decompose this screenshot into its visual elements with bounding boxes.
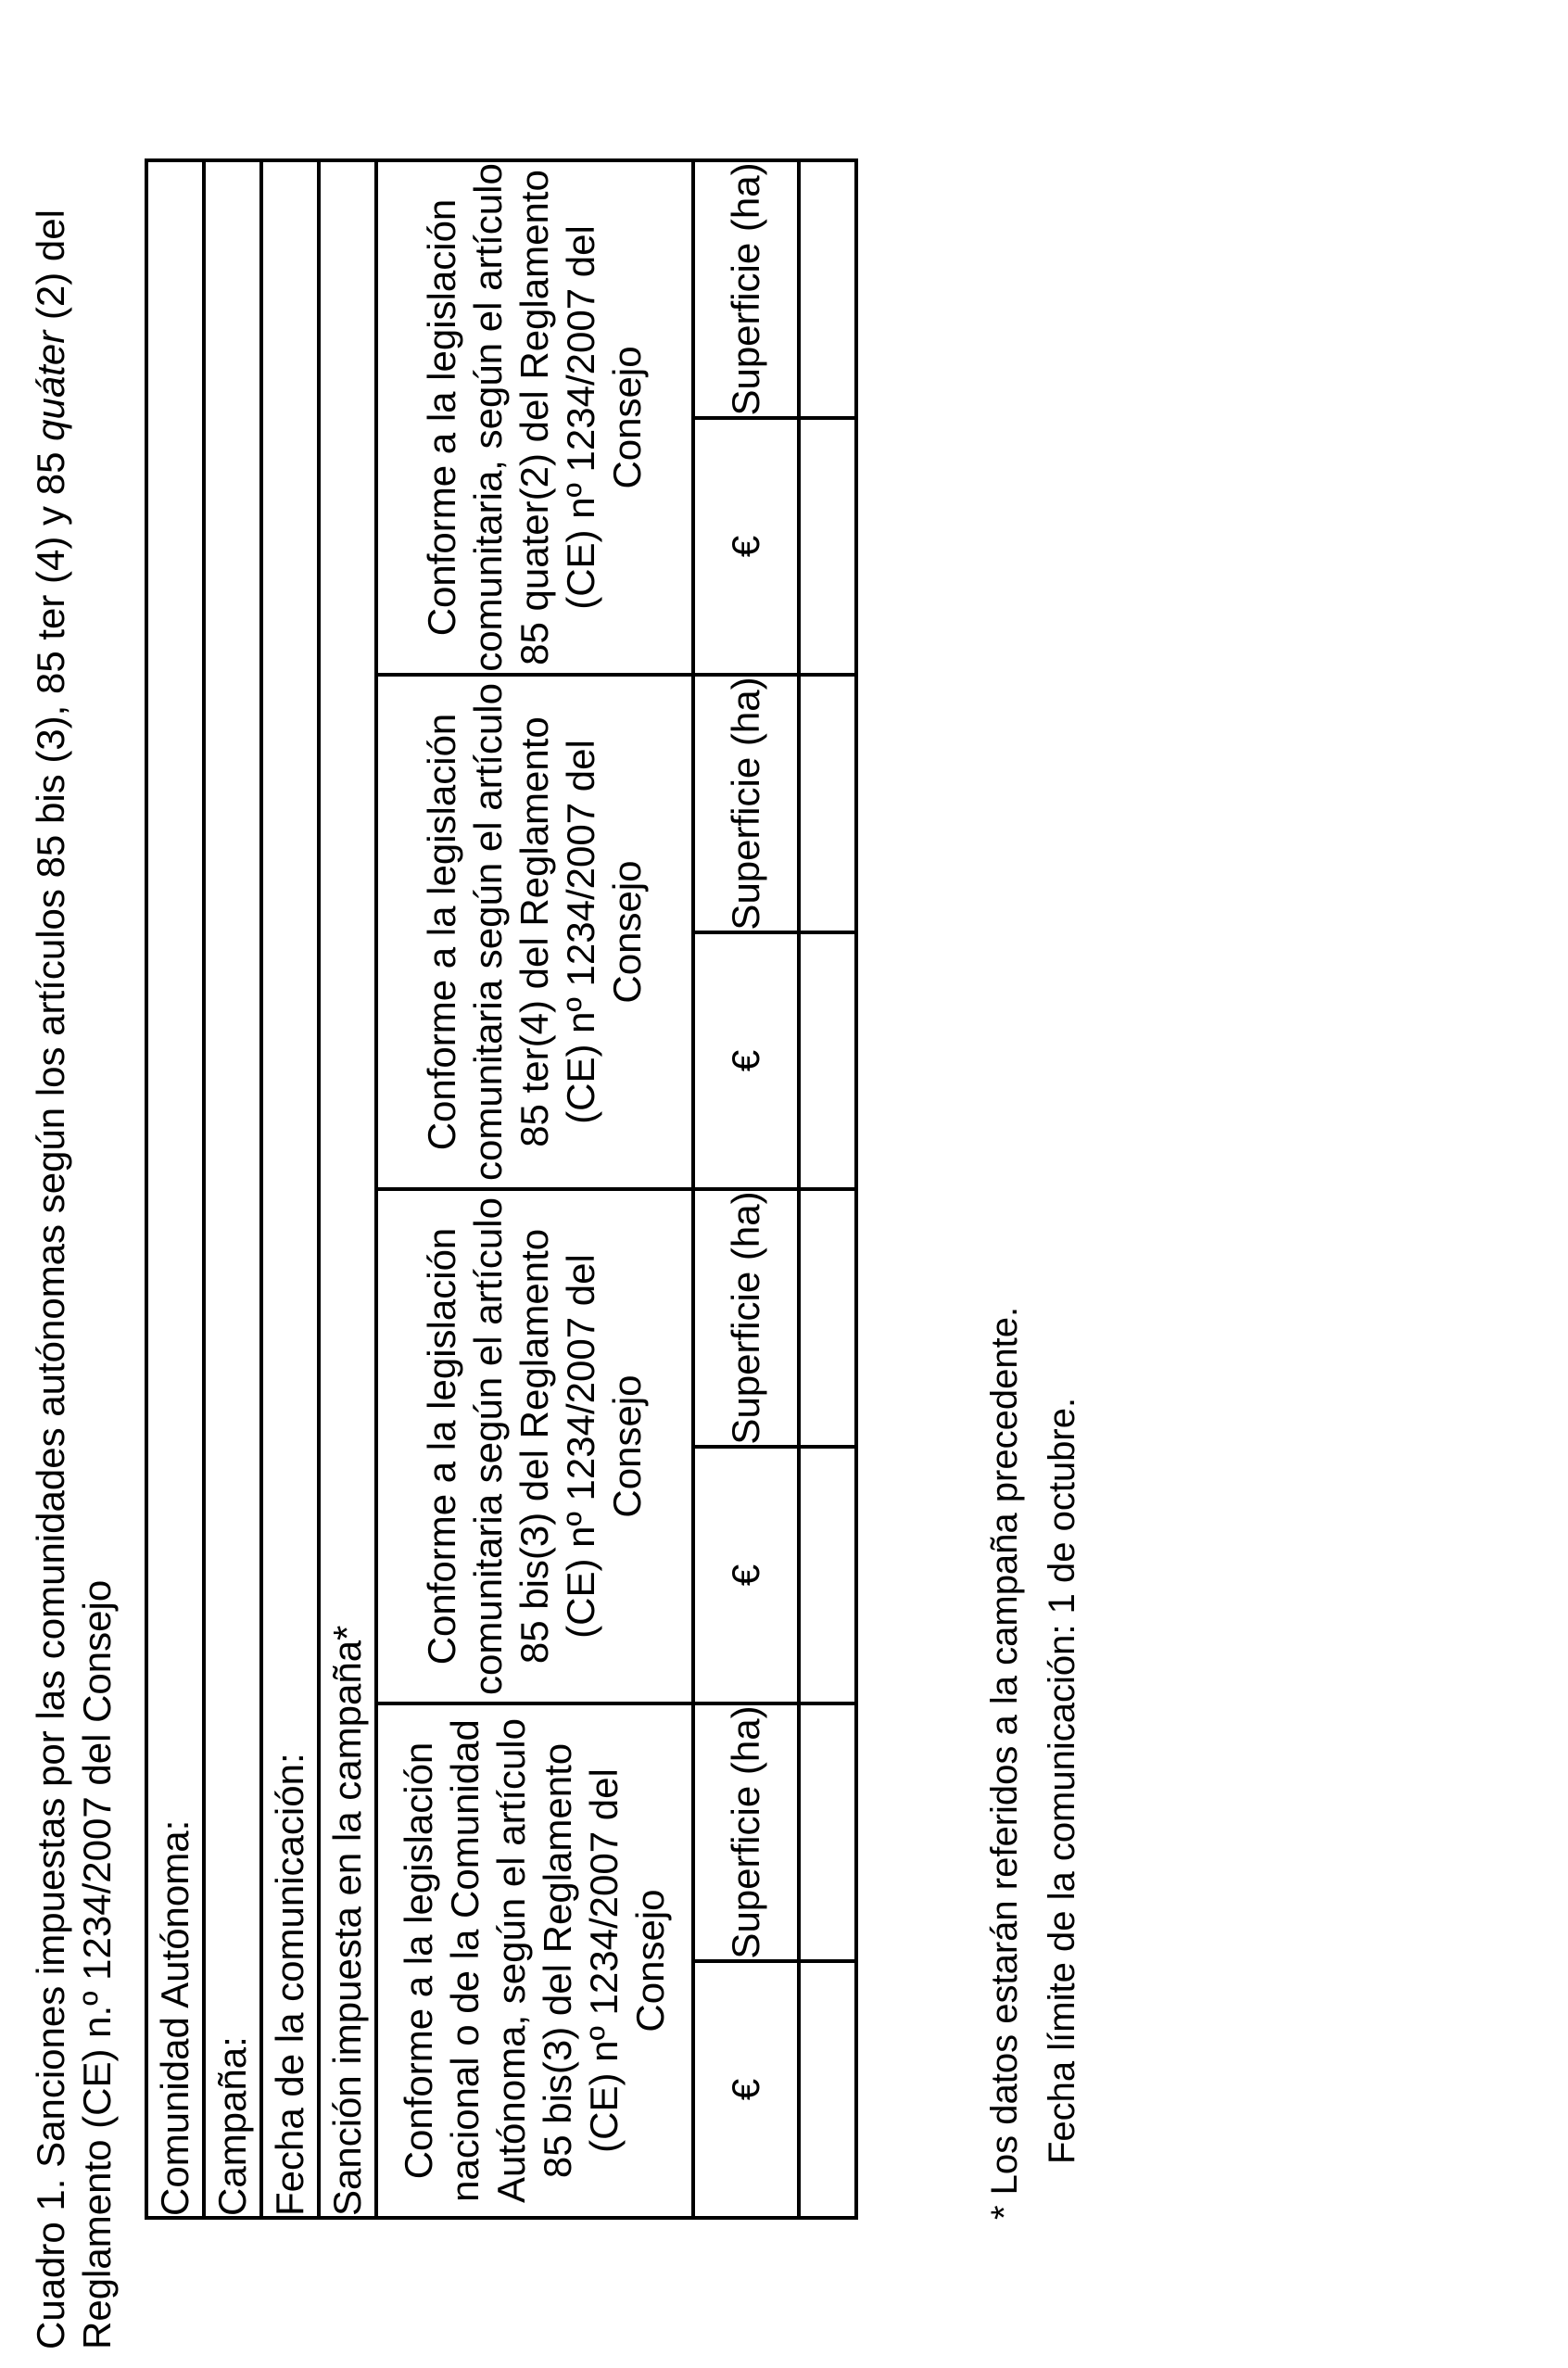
group-header-85-quater: Conforme a la legislación comunitaria, según el artículo 85 quater(2) del Reglamento (CE) nº 1234/2007 del Consejo bbox=[376, 160, 693, 675]
euro-header: € bbox=[693, 418, 799, 675]
group-header-85-ter: Conforme a la legislación comunitaria según el artículo 85 ter(4) del Reglamento (CE) nº 1234/2007 del Consejo bbox=[376, 675, 693, 1189]
superficie-input-cell[interactable] bbox=[799, 1189, 856, 1447]
superficie-header: Superficie (ha) bbox=[693, 1189, 799, 1447]
superficie-header: Superficie (ha) bbox=[693, 1703, 799, 1961]
euro-header: € bbox=[693, 1447, 799, 1703]
footnote-deadline: Fecha límite de la comunicación: 1 de octubre. bbox=[1042, 1397, 1082, 2164]
comunidad-autonoma-field[interactable]: Comunidad Autónoma: bbox=[146, 160, 204, 2218]
table-caption bbox=[28, 51, 120, 2349]
euro-input-cell[interactable] bbox=[799, 418, 856, 675]
euro-header: € bbox=[693, 1961, 799, 2218]
group-header-nacional: Conforme a la legislación nacional o de la Comunidad Autónoma, según el artículo 85 bis(3) del Reglamento (CE) nº 1234/2007 del Consejo bbox=[376, 1703, 693, 2218]
caption-text-start: Cuadro 1. Sanciones impuestas por las comunidades autónomas según los artículos 85 bis (3), 85 ter (4) y 85 bbox=[29, 440, 72, 2349]
superficie-header: Superficie (ha) bbox=[693, 160, 799, 418]
superficie-header: Superficie (ha) bbox=[693, 675, 799, 932]
campana-field[interactable]: Campaña: bbox=[204, 160, 261, 2218]
group-header-85-bis: Conforme a la legislación comunitaria según el artículo 85 bis(3) del Reglamento (CE) nº 1234/2007 del Consejo bbox=[376, 1189, 693, 1703]
caption-text-italic: quáter bbox=[29, 330, 72, 441]
sanctions-form-table bbox=[145, 158, 858, 2220]
euro-header: € bbox=[693, 932, 799, 1189]
superficie-input-cell[interactable] bbox=[799, 160, 856, 418]
euro-input-cell[interactable] bbox=[799, 932, 856, 1189]
sancion-impuesta-heading: Sanción impuesta en la campaña* bbox=[319, 160, 376, 2218]
fecha-comunicacion-field[interactable]: Fecha de la comunicación: bbox=[261, 160, 319, 2218]
euro-input-cell[interactable] bbox=[799, 1447, 856, 1703]
caption-text-end: (2) del Reglamento (CE) n.º 1234/2007 del Consejo bbox=[29, 209, 119, 2349]
footnote-asterisk: * Los datos estarán referidos a la campaña precedente. bbox=[984, 1306, 1025, 2220]
superficie-input-cell[interactable] bbox=[799, 1703, 856, 1961]
euro-input-cell[interactable] bbox=[799, 1961, 856, 2218]
superficie-input-cell[interactable] bbox=[799, 675, 856, 932]
